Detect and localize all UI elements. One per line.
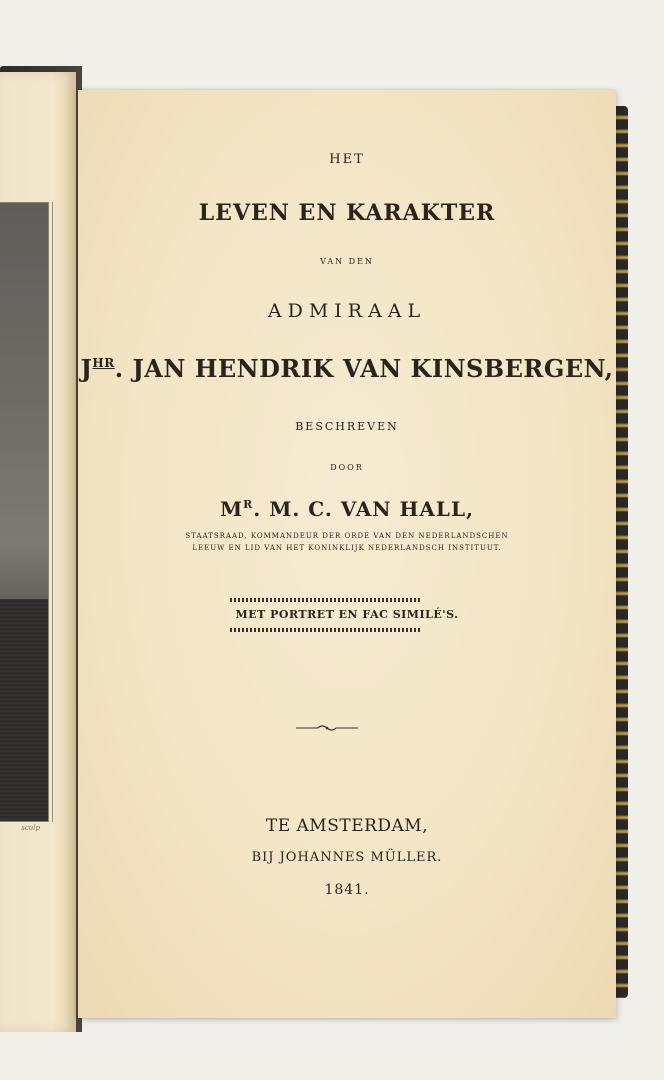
author-prefix-sup: R (243, 498, 254, 511)
portret-note: MET PORTRET EN FAC SIMILÉ'S. (235, 608, 459, 621)
frontispiece-leaf (0, 72, 76, 1032)
engraving-sea (0, 599, 48, 821)
main-title: LEVEN EN KARAKTER (198, 200, 496, 226)
title-het: HET (329, 152, 365, 167)
name-text: . JAN HENDRIK VAN KINSBERGEN, (114, 354, 614, 383)
title-rank: ADMIRAAL (267, 300, 427, 322)
decorative-rule-icon (296, 724, 358, 732)
title-van-den: VAN DEN (320, 257, 374, 266)
engraver-credit: sculp (21, 824, 40, 832)
name-prefix: J (80, 354, 93, 383)
subject-name (78, 354, 616, 383)
imprint-publisher: BIJ JOHANNES MÜLLER. (251, 850, 443, 865)
author-text: . M. C. VAN HALL, (253, 497, 474, 521)
imprint-year: 1841. (324, 882, 370, 898)
name-prefix-sup: HR (92, 356, 115, 370)
portrait-engraving (0, 202, 49, 822)
author-prefix: M (219, 497, 244, 521)
title-door: DOOR (330, 463, 364, 472)
author-name (78, 497, 616, 521)
author-affiliation-line-1: STAATSRAAD, KOMMANDEUR DER ORDE VAN DEN NEDERLANDSCHEN (185, 532, 509, 540)
dotted-rule-bottom (230, 628, 420, 632)
title-page (78, 90, 616, 1018)
dotted-rule-top (230, 598, 420, 602)
book (0, 66, 630, 1038)
book-cover-right-gilt-edge (614, 106, 628, 998)
imprint-place: TE AMSTERDAM, (265, 816, 429, 836)
title-beschreven: BESCHREVEN (295, 420, 399, 433)
author-affiliation-line-2: LEEUW EN LID VAN HET KONINKLIJK NEDERLANDSCH INSTITUUT. (192, 544, 502, 552)
